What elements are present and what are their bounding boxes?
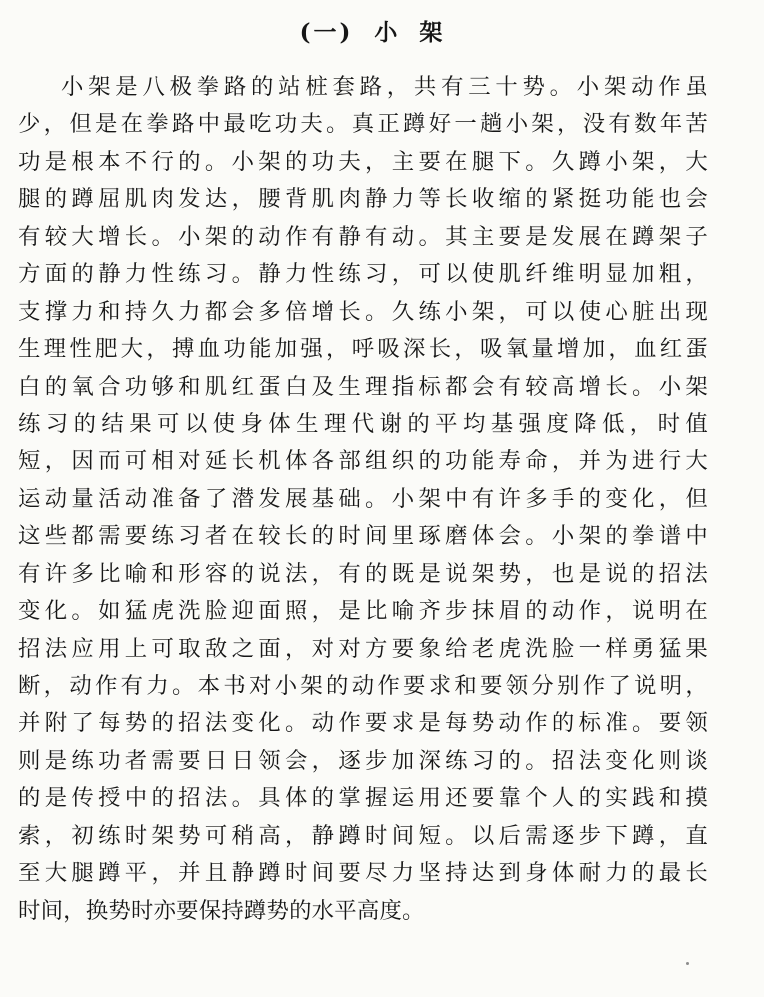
text-line: 练习的结果可以使身体生理代谢的平均基强度降低，时值 [18,410,708,437]
text-line: 变化。如猛虎洗脸迎面照，是比喻齐步抹眉的动作，说明在 [18,598,708,625]
text-line: 断，动作有力。本书对小架的动作要求和要领分别作了说明， [18,673,708,699]
text-line: 并附了每势的招法变化。动作要求是每势动作的标准。要领 [18,710,708,737]
text-line: 方面的静力性练习。静力性练习，可以使肌纤维明显加粗， [18,261,708,288]
text-line: 时间，换势时亦要保持蹲势的水平高度。 [18,897,425,924]
scan-speck [686,962,689,965]
body-paragraph [18,69,708,930]
text-line: 生理性肥大，搏血功能加强，呼吸深长，吸氧量增加，血红蛋 [18,336,708,363]
text-line: 小架是八极拳路的站桩套路，共有三十势。小架动作虽 [61,74,708,100]
text-line: 少，但是在拳路中最吃功夫。真正蹲好一趟小架，没有数年苦 [18,111,708,138]
text-line: 招法应用上可取敌之面，对对方要象给老虎洗脸一样勇猛果 [18,635,708,662]
section-number: (一) [299,19,354,46]
text-line: 这些都需要练习者在较长的时间里琢磨体会。小架的拳谱中 [18,523,708,550]
text-line: 索，初练时架势可稍高，静蹲时间短。以后需逐步下蹲，直 [18,822,708,849]
text-line: 至大腿蹲平，并且静蹲时间要尽力坚持达到身体耐力的最长 [18,860,708,887]
text-line: 白的氧合功够和肌红蛋白及生理指标都会有较高增长。小架 [18,373,708,400]
text-line: 短，因而可相对延长机体各部组织的功能寿命，并为进行大 [18,448,708,475]
section-heading [0,14,764,47]
text-line: 运动量活动准备了潜发展基础。小架中有许多手的变化，但 [18,485,708,512]
text-line: 则是练功者需要日日领会，逐步加深练习的。招法变化则谈 [18,747,708,774]
text-line: 有较大增长。小架的动作有静有动。其主要是发展在蹲架子 [18,223,708,250]
text-line: 的是传授中的招法。具体的掌握运用还要靠个人的实践和摸 [18,785,708,812]
text-line: 有许多比喻和形容的说法，有的既是说架势，也是说的招法 [18,560,708,587]
text-line: 腿的蹲屈肌肉发达，腰背肌肉静力等长收缩的紧挺功能也会 [18,186,708,213]
text-line: 功是根本不行的。小架的功夫，主要在腿下。久蹲小架，大 [18,148,708,175]
text-line: 支撑力和持久力都会多倍增长。久练小架，可以使心脏出现 [18,298,708,325]
section-title: 小架 [374,19,465,46]
